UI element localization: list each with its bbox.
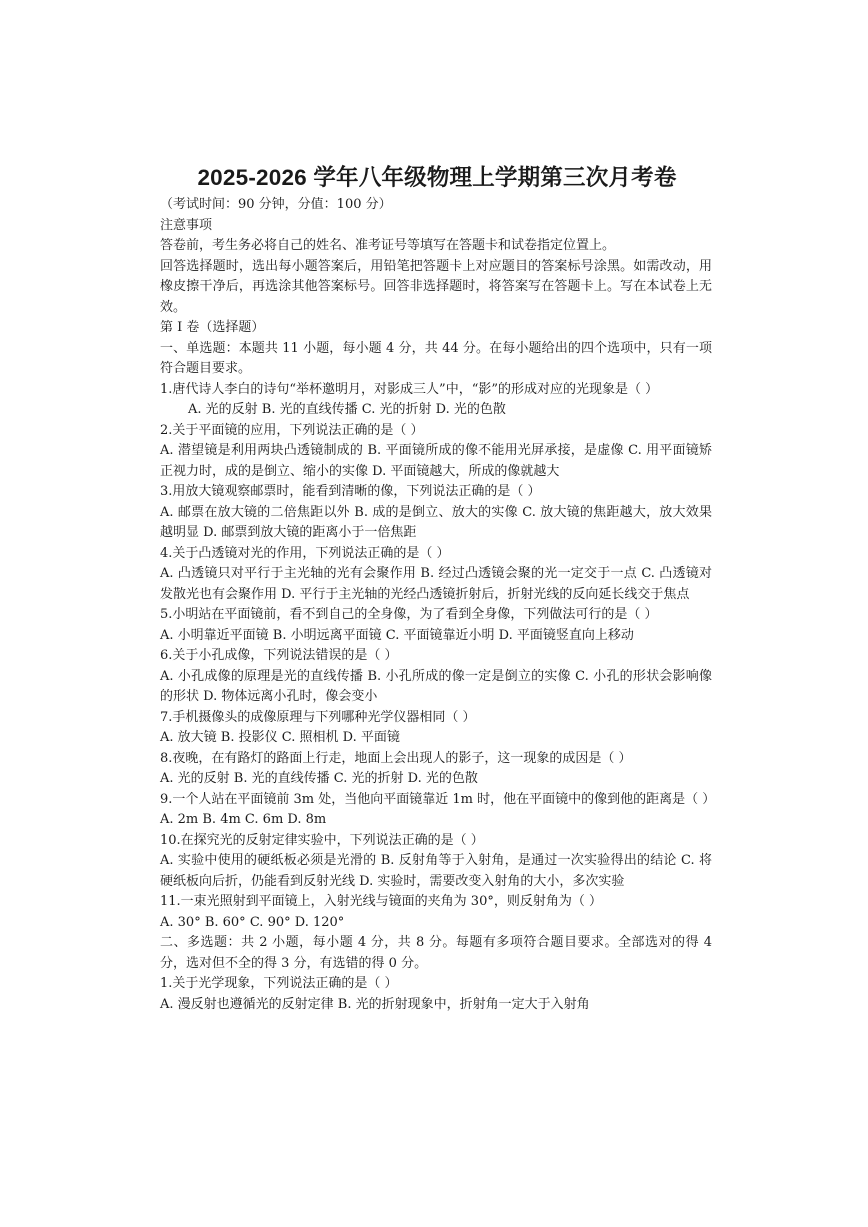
question-stem: 4.关于凸透镜对光的作用，下列说法正确的是（ ） (160, 545, 450, 561)
question-stem: 5.小明站在平面镜前，看不到自己的全身像，为了看到全身像，下列做法可行的是（ ） (160, 607, 658, 622)
notice-item-1: 答卷前，考生务必将自己的姓名、准考证号等填写在答题卡和试卷指定位置上。 (160, 238, 616, 253)
question-stem: 11.一束光照射到平面镜上，入射光线与镜面的夹角为 30°，则反射角为（ ） (160, 894, 602, 909)
question-9 (160, 790, 716, 831)
question-stem: 1.关于光学现象，下列说法正确的是（ ） (160, 976, 398, 991)
exam-body (160, 195, 716, 1015)
question-options: A. 凸透镜只对平行于主光轴的光有会聚作用 B. 经过凸透镜会聚的光一定交于一点 C. 凸透镜对发散光也有会聚作用 D. 平行于主光轴的光经凸透镜折射后，折射光线的反向延长线交于焦点 (160, 566, 712, 602)
question-8 (160, 749, 712, 790)
question-1 (160, 380, 712, 421)
question-stem: 7.手机摄像头的成像原理与下列哪种光学仪器相同（ ） (160, 709, 476, 725)
question-stem: 6.关于小孔成像，下列说法错误的是（ ） (160, 648, 398, 663)
exam-info: （考试时间：90 分钟，分值：100 分） (160, 197, 392, 212)
multi-question-1 (160, 974, 712, 1015)
question-stem: 8.夜晚，在有路灯的路面上行走，地面上会出现人的影子，这一现象的成因是（ ） (160, 750, 632, 766)
question-options: A. 实验中使用的硬纸板必须是光滑的 B. 反射角等于入射角，是通过一次实验得出的结论 C. 将硬纸板向后折，仍能看到反射光线 D. 实验时，需要改变入射角的大小，多次实验 (160, 853, 712, 889)
question-stem: 3.用放大镜观察邮票时，能看到清晰的像，下列说法正确的是（ ） (160, 484, 541, 499)
question-options: A. 2m B. 4m C. 6m D. 8m (160, 812, 327, 827)
question-11 (160, 892, 712, 933)
question-options: A. 光的反射 B. 光的直线传播 C. 光的折射 D. 光的色散 (160, 771, 478, 786)
question-4 (160, 544, 712, 606)
question-stem: 10.在探究光的反射定律实验中，下列说法正确的是（ ） (160, 832, 484, 848)
question-options: A. 邮票在放大镜的二倍焦距以外 B. 成的是倒立、放大的实像 C. 放大镜的焦距越大，放大效果越明显 D. 邮票到放大镜的距离小于一倍焦距 (160, 504, 712, 540)
question-6 (160, 646, 712, 708)
notice-heading: 注意事项 (160, 217, 213, 233)
page-title: 2025-2026 学年八年级物理上学期第三次月考卷 (197, 165, 677, 190)
notice-item-2: 回答选择题时，选出每小题答案后，用铅笔把答题卡上对应题目的答案标号涂黑。如需改动，用橡皮擦干净后，再选涂其他答案标号。回答非选择题时，将答案写在答题卡上。写在本试卷上无效。 (160, 258, 712, 315)
question-stem: 9.一个人站在平面镜前 3m 处，当他向平面镜靠近 1m 时，他在平面镜中的像到他的距离是（ ） (160, 791, 716, 807)
question-2 (160, 421, 712, 483)
question-options: A. 30° B. 60° C. 90° D. 120° (160, 914, 345, 930)
question-options: A. 光的反射 B. 光的直线传播 C. 光的折射 D. 光的色散 (188, 402, 506, 417)
question-options: A. 小明靠近平面镜 B. 小明远离平面镜 C. 平面镜靠近小明 D. 平面镜竖直向上移动 (160, 627, 634, 643)
question-stem: 1.唐代诗人李白的诗句“举杯邀明月，对影成三人”中，“影”的形成对应的光现象是（ ） (160, 381, 659, 397)
question-stem: 2.关于平面镜的应用，下列说法正确的是（ ） (160, 422, 424, 438)
section-heading-multi-choice: 二、多选题：共 2 小题，每小题 4 分，共 8 分。每题有多项符合题目要求。全部选对的得 4 分，选对但不全的得 3 分，有选错的得 0 分。 (160, 935, 712, 971)
question-options: A. 放大镜 B. 投影仪 C. 照相机 D. 平面镜 (160, 730, 400, 745)
question-5 (160, 605, 712, 646)
question-3 (160, 482, 712, 544)
section-heading-single-choice: 一、单选题：本题共 11 小题，每小题 4 分，共 44 分。在每小题给出的四个选项中，只有一项符合题目要求。 (160, 340, 712, 376)
question-options: A. 潜望镜是利用两块凸透镜制成的 B. 平面镜所成的像不能用光屏承接，是虚像 C. 用平面镜矫正视力时，成的是倒立、缩小的实像 D. 平面镜越大，所成的像就越大 (160, 443, 712, 479)
question-7 (160, 708, 712, 749)
question-options: A. 小孔成像的原理是光的直线传播 B. 小孔所成的像一定是倒立的实像 C. 小孔的形状会影响像的形状 D. 物体远离小孔时，像会变小 (160, 668, 712, 704)
question-10 (160, 831, 712, 893)
question-options: A. 漫反射也遵循光的反射定律 B. 光的折射现象中，折射角一定大于入射角 (160, 996, 590, 1012)
part-heading: 第 Ⅰ 卷（选择题） (160, 320, 265, 335)
